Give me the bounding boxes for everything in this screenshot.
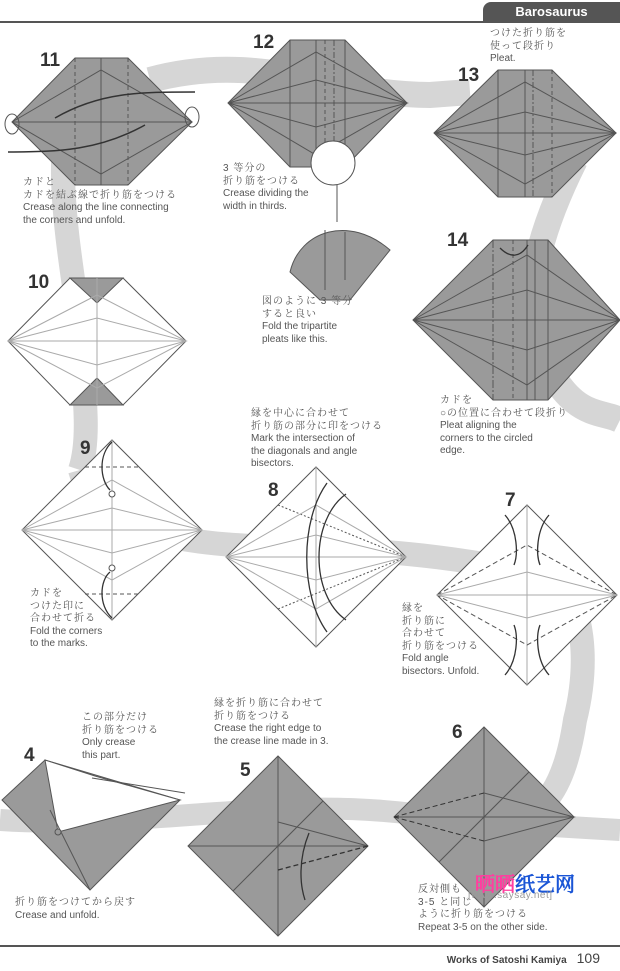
footer xyxy=(447,950,600,966)
step-13-diagram xyxy=(434,70,616,197)
step-number-14: 14 xyxy=(447,230,469,251)
step-11-caption: カドと カドを結ぶ線で折り筋をつける Crease along the line connecting the corners and unfold. xyxy=(23,177,177,226)
step-number-10: 10 xyxy=(28,272,50,293)
step-4-caption: 折り筋をつけてから戻す Crease and unfold. xyxy=(15,897,136,921)
step-8-caption: 縁を中心に合わせて 折り筋の部分に印をつける Mark the intersection of the diagonals and angle bisectors. xyxy=(251,408,383,469)
step-number-12: 12 xyxy=(253,32,275,53)
chapter-title: Barosaurus xyxy=(483,2,620,22)
step-number-13: 13 xyxy=(458,65,480,86)
step-number-11: 11 xyxy=(40,50,61,71)
step-4-top-caption: この部分だけ 折り筋をつける Only crease this part. xyxy=(82,712,159,761)
step-4-diagram xyxy=(2,760,185,890)
step-12-caption: 3 等分の 折り筋をつける Crease dividing the width in thirds. xyxy=(223,163,309,212)
watermark-logo: 晒晒纸艺网 xyxy=(475,874,575,896)
step-6-caption: 反対側も 3-5 と同じ ように折り筋をつける Repeat 3-5 on the other side. xyxy=(418,884,548,933)
step-number-7: 7 xyxy=(505,490,516,511)
step-5-diagram xyxy=(188,756,368,936)
footer-rule xyxy=(0,945,620,947)
step-10-diagram xyxy=(8,278,186,405)
step-5-caption: 縁を折り筋に合わせて 折り筋をつける Crease the right edge to the crease line made in 3. xyxy=(214,698,329,747)
step-11-diagram xyxy=(5,58,199,185)
page-number: 109 xyxy=(576,950,600,966)
step-number-6: 6 xyxy=(452,722,463,743)
step-number-9: 9 xyxy=(80,438,91,459)
step-14-diagram xyxy=(413,240,620,400)
step-13-caption: つけた折り筋を 使って段折り Pleat. xyxy=(490,28,567,64)
step-number-8: 8 xyxy=(268,480,279,501)
step-12-detail-caption: 図のように 3 等分 すると良い Fold the tripartite pleats like this. xyxy=(262,296,354,345)
step-number-4: 4 xyxy=(24,745,35,766)
footer-credit: Works of Satoshi Kamiya xyxy=(446,955,567,966)
watermark-url: [www.saysay.net] xyxy=(468,890,553,901)
step-9-caption: カドを つけた印に 合わせて折る Fold the corners to the marks. xyxy=(30,588,103,649)
step-8-diagram xyxy=(226,467,406,647)
step-14-caption: カドを ○の位置に合わせて段折り Pleat aligning the corners to the circled edge. xyxy=(440,395,569,456)
step-number-5: 5 xyxy=(240,760,251,781)
step-7-caption: 縁を 折り筋に 合わせて 折り筋をつける Fold angle bisectors. Unfold. xyxy=(402,603,480,677)
